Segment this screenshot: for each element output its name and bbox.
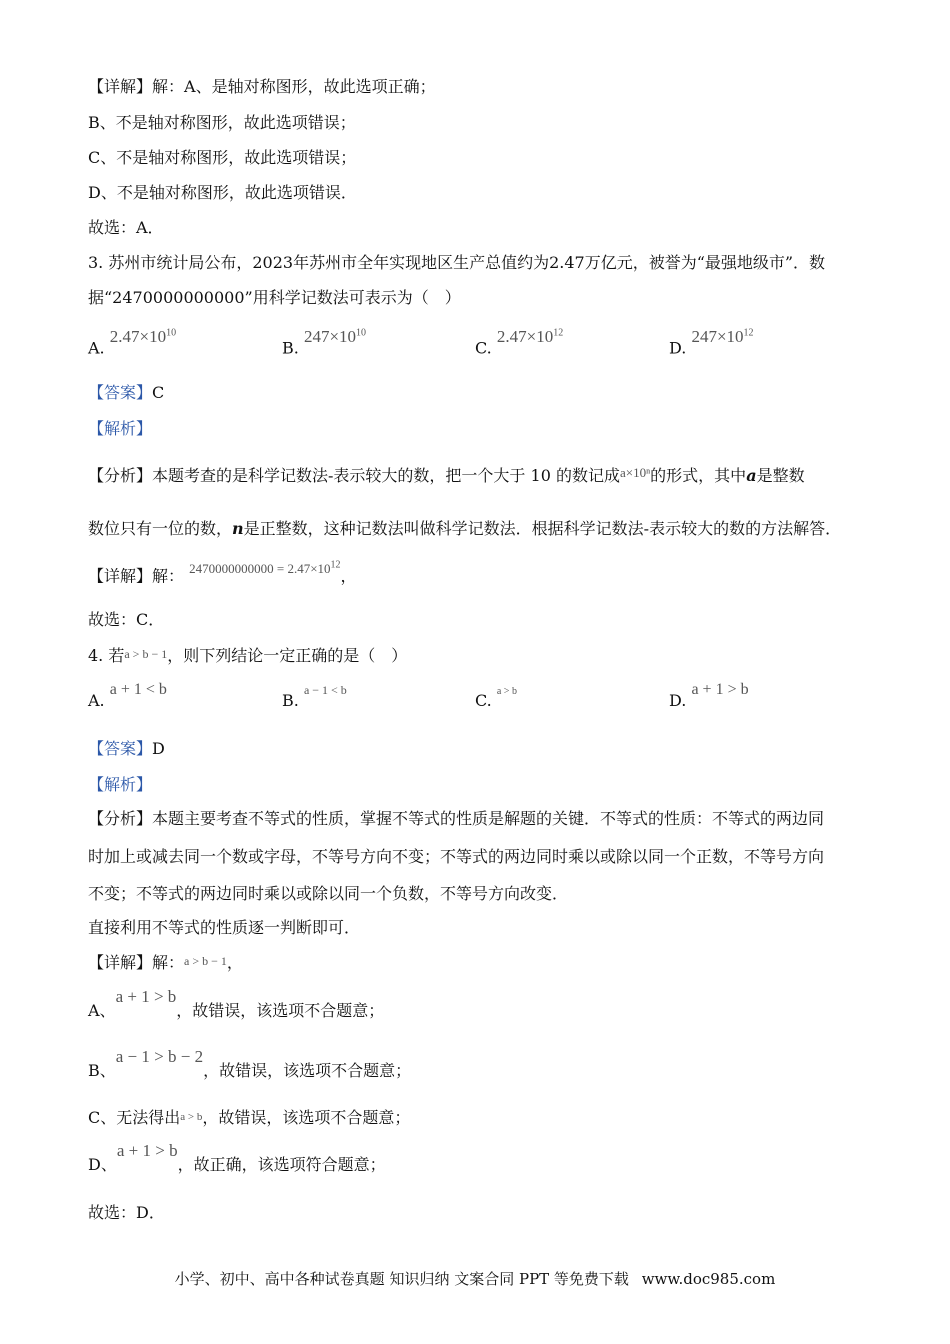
q2-detail-line-d: D、不是轴对称图形，故此选项错误． — [88, 183, 357, 202]
footer-text: 小学、初中、高中各种试卷真题 知识归纳 文案合同 PPT 等免费下载 — [174, 1270, 629, 1288]
page-footer — [0, 1268, 950, 1289]
q4-option-c: C. $^{a > b}$ — [475, 686, 517, 710]
q4-detail-line-c: C、无法得出a > b，故错误，该选项不合题意； — [88, 1108, 411, 1127]
footer-site-link[interactable]: www.doc985.com — [641, 1270, 776, 1288]
q4-detail-line-b: B、a − 1 > b − 2，故错误，该选项不合题意； — [88, 1047, 412, 1080]
q4-fenxi-line3: 不变；不等式的两边同时乘以或除以同一个负数，不等号方向改变． — [88, 884, 569, 903]
q3-stem-line1: 3. 苏州市统计局公布，2023年苏州市全年实现地区生产总值约为2.47万亿元，被誉为“最强地级市”．数 — [88, 253, 826, 272]
q4-analysis-label: 【解析】 — [88, 775, 153, 794]
q4-detail-line-d: D、a + 1 > b，故正确，该选项符合题意； — [88, 1141, 386, 1174]
q3-option-a-math: $2.47\times 10^{10}$ — [109, 326, 177, 346]
answer-label: 【答案】 — [88, 383, 153, 402]
q3-fenxi-line1: 【分析】本题考查的是科学记数法-表示较大的数，把一个大于 10 的数记成$^{a\times 10^n}$的形式，其中a是整数 — [88, 465, 805, 485]
q2-detail-line-a: 【详解】解：A、是轴对称图形，故此选项正确； — [88, 77, 436, 96]
q3-option-c-math: $2.47\times 10^{12}$ — [496, 326, 564, 346]
q3-answer: 【答案】C — [88, 383, 165, 402]
q3-choice: 故选：C． — [88, 610, 165, 629]
q3-option-d-math: $247\times 10^{12}$ — [691, 326, 754, 346]
q4-detail-line-a: A、a + 1 > b，故错误，该选项不合题意； — [88, 987, 385, 1020]
q3-option-b-math: $247\times 10^{10}$ — [303, 326, 367, 346]
q4-option-d: D. a + 1 > b — [669, 681, 749, 710]
q4-fenxi-line2: 时加上或减去同一个数或字母，不等号方向不变；不等式的两边同时乘以或除以同一个正数，不等号方向 — [88, 847, 825, 866]
q3-option-d: D. $247\times 10^{12}$ — [669, 326, 754, 358]
q4-fenxi-line4: 直接利用不等式的性质逐一判断即可． — [88, 918, 361, 937]
q3-detail: 【详解】解： $^{2470000000000 = 2.47\times 10^{12}}$， — [88, 560, 357, 586]
q2-detail-line-c: C、不是轴对称图形，故此选项错误； — [88, 148, 357, 167]
q4-option-b: B. $^{a - 1 < b}$ — [282, 683, 347, 710]
q3-analysis-label: 【解析】 — [88, 419, 153, 438]
q4-stem: 4. 若a > b − 1，则下列结论一定正确的是（ ） — [88, 646, 408, 665]
q3-option-a: A. $2.47\times 10^{10}$ — [88, 326, 177, 358]
q3-option-c: C. $2.47\times 10^{12}$ — [475, 326, 564, 358]
q3-fenxi-line2: 数位只有一位的数，n是正整数，这种记数法叫做科学记数法．根据科学记数法-表示较大的数的方法解答． — [88, 519, 842, 538]
detail-label: 【详解】 — [88, 77, 153, 96]
q4-choice: 故选：D． — [88, 1203, 165, 1222]
q4-answer: 【答案】D — [88, 739, 165, 758]
q3-stem-line2: 据“2470000000000”用科学记数法可表示为（ ） — [88, 288, 461, 307]
q2-choice: 故选：A． — [88, 218, 164, 237]
q4-detail: 【详解】解：a > b − 1， — [88, 953, 243, 972]
q3-option-b: B. $247\times 10^{10}$ — [282, 326, 367, 358]
q4-fenxi-line1: 【分析】本题主要考查不等式的性质，掌握不等式的性质是解题的关键．不等式的性质：不等式的两边同 — [88, 809, 825, 828]
q2-detail-line-b: B、不是轴对称图形，故此选项错误； — [88, 113, 356, 132]
q4-option-a: A. a + 1 < b — [88, 681, 167, 710]
q3-detail-math: 2470000000000 = 2.47×1012 — [189, 560, 341, 577]
